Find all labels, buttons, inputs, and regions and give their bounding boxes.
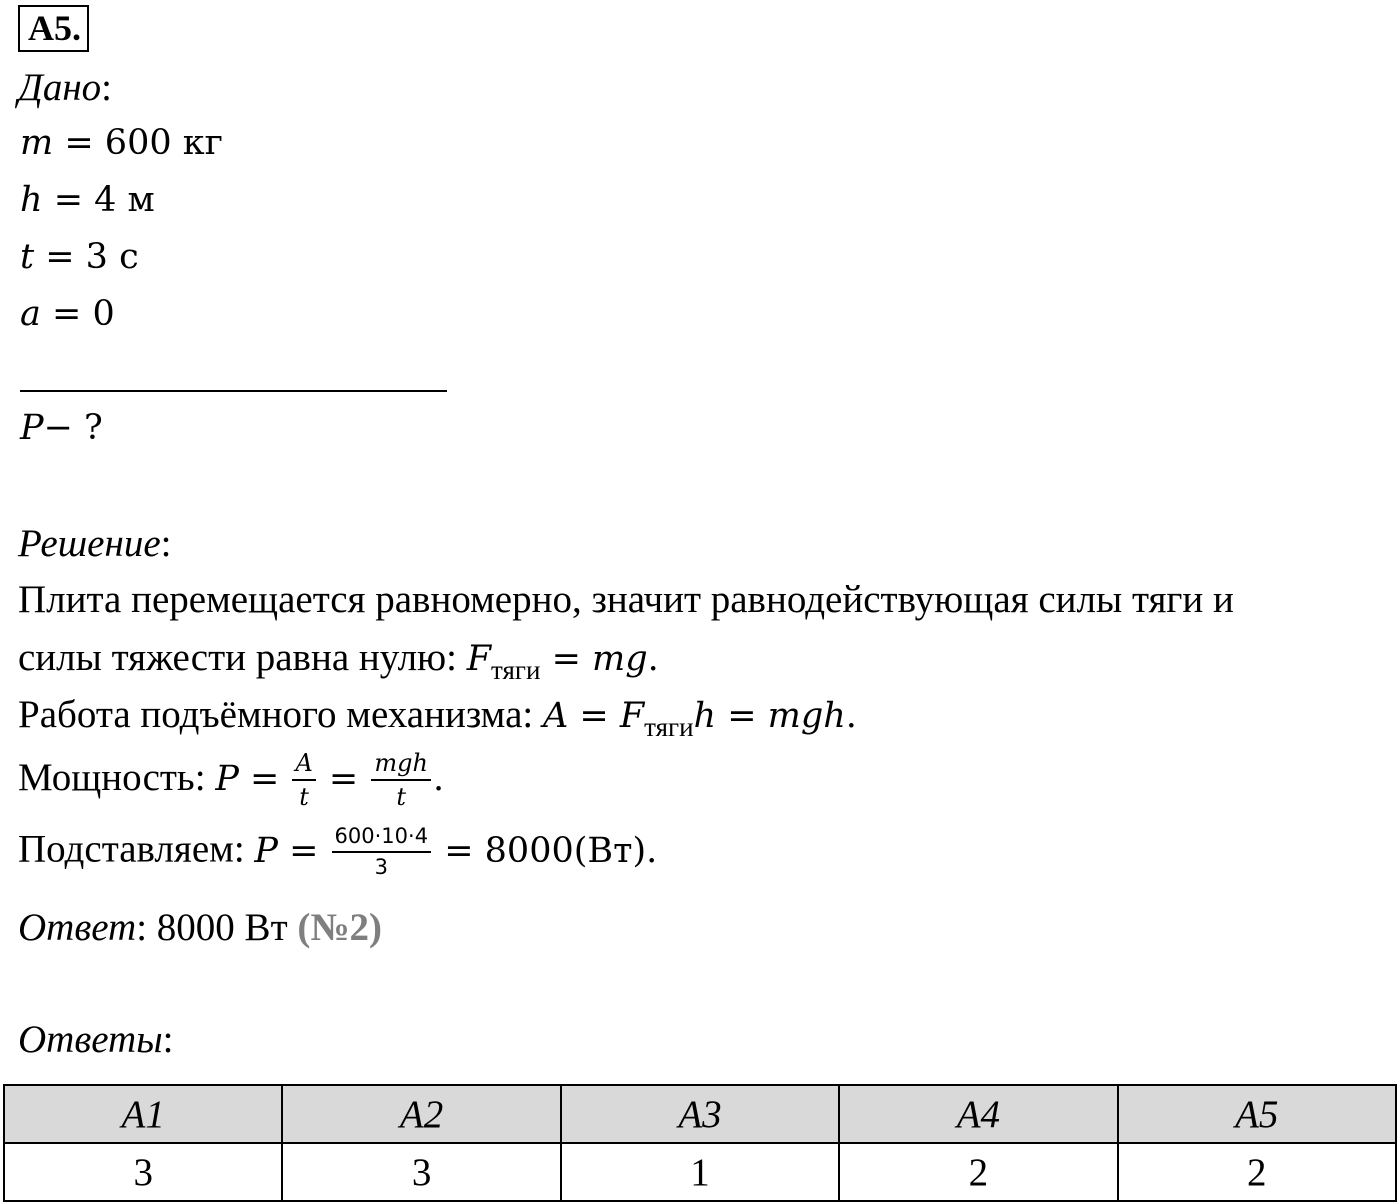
given-mass: m = 600 кг: [20, 123, 223, 163]
given-divider: [20, 390, 447, 392]
solution-power: Мощность: P = $\frac{A}{t}$ = $\frac{\text{mgh}}{t}$ .: [18, 749, 445, 812]
answer-line: Ответ: 8000 Вт (№2): [18, 906, 383, 949]
solution-line-2: силы тяжести равна нулю: $F_{тяги}$ = mg.: [18, 636, 659, 685]
fraction-a-over-t: $\frac{A}{t}$: [292, 750, 315, 811]
answers-value-cell: 3: [4, 1143, 282, 1201]
subscript-tyagi: тяги: [644, 712, 694, 742]
given-acceleration: a = 0: [20, 294, 115, 334]
given-label: Дано: [18, 66, 102, 109]
given-heading: Дано:: [18, 66, 113, 109]
answers-header-cell: A3: [561, 1085, 839, 1143]
answers-heading: Ответы:: [18, 1018, 174, 1061]
answer-choice: (№2): [297, 906, 383, 949]
task-number: А5.: [18, 5, 89, 52]
answers-value-cell: 2: [839, 1143, 1117, 1201]
given-height: h = 4 м: [20, 180, 155, 220]
solution-work: Работа подъёмного механизма: $A = F_{тяги}h$ = mgh.: [18, 693, 857, 742]
answers-header-cell: A1: [4, 1085, 282, 1143]
answers-table: [3, 1084, 1397, 1202]
answers-header-cell: A4: [839, 1085, 1117, 1143]
solution-substitute: Подставляем: P = $\frac{600\cdot 10\cdot 4}{3}$ = 8000(Вт).: [18, 824, 658, 880]
find-power: P− ?: [20, 408, 103, 448]
solution-line-1: Плита перемещается равномерно, значит равнодействующая силы тяги и: [18, 578, 1234, 621]
answers-header-row: [4, 1085, 1396, 1143]
answers-value-cell: 3: [282, 1143, 560, 1201]
answers-value-cell: 1: [561, 1143, 839, 1201]
solution-label: Решение: [18, 522, 161, 565]
answers-header-cell: A5: [1118, 1085, 1396, 1143]
fraction-substitution: $\frac{600\cdot 10\cdot 4}{3}$: [332, 825, 432, 879]
fraction-mgh-over-t: $\frac{\text{mgh}}{t}$: [371, 750, 431, 811]
answers-value-cell: 2: [1118, 1143, 1396, 1201]
answer-label: Ответ: [18, 906, 137, 949]
answers-label: Ответы: [18, 1018, 163, 1061]
solution-heading: Решение:: [18, 522, 172, 565]
answers-value-row: [4, 1143, 1396, 1201]
subscript-tyagi: тяги: [491, 655, 541, 685]
answers-header-cell: A2: [282, 1085, 560, 1143]
given-time: t = 3 с: [20, 237, 139, 277]
